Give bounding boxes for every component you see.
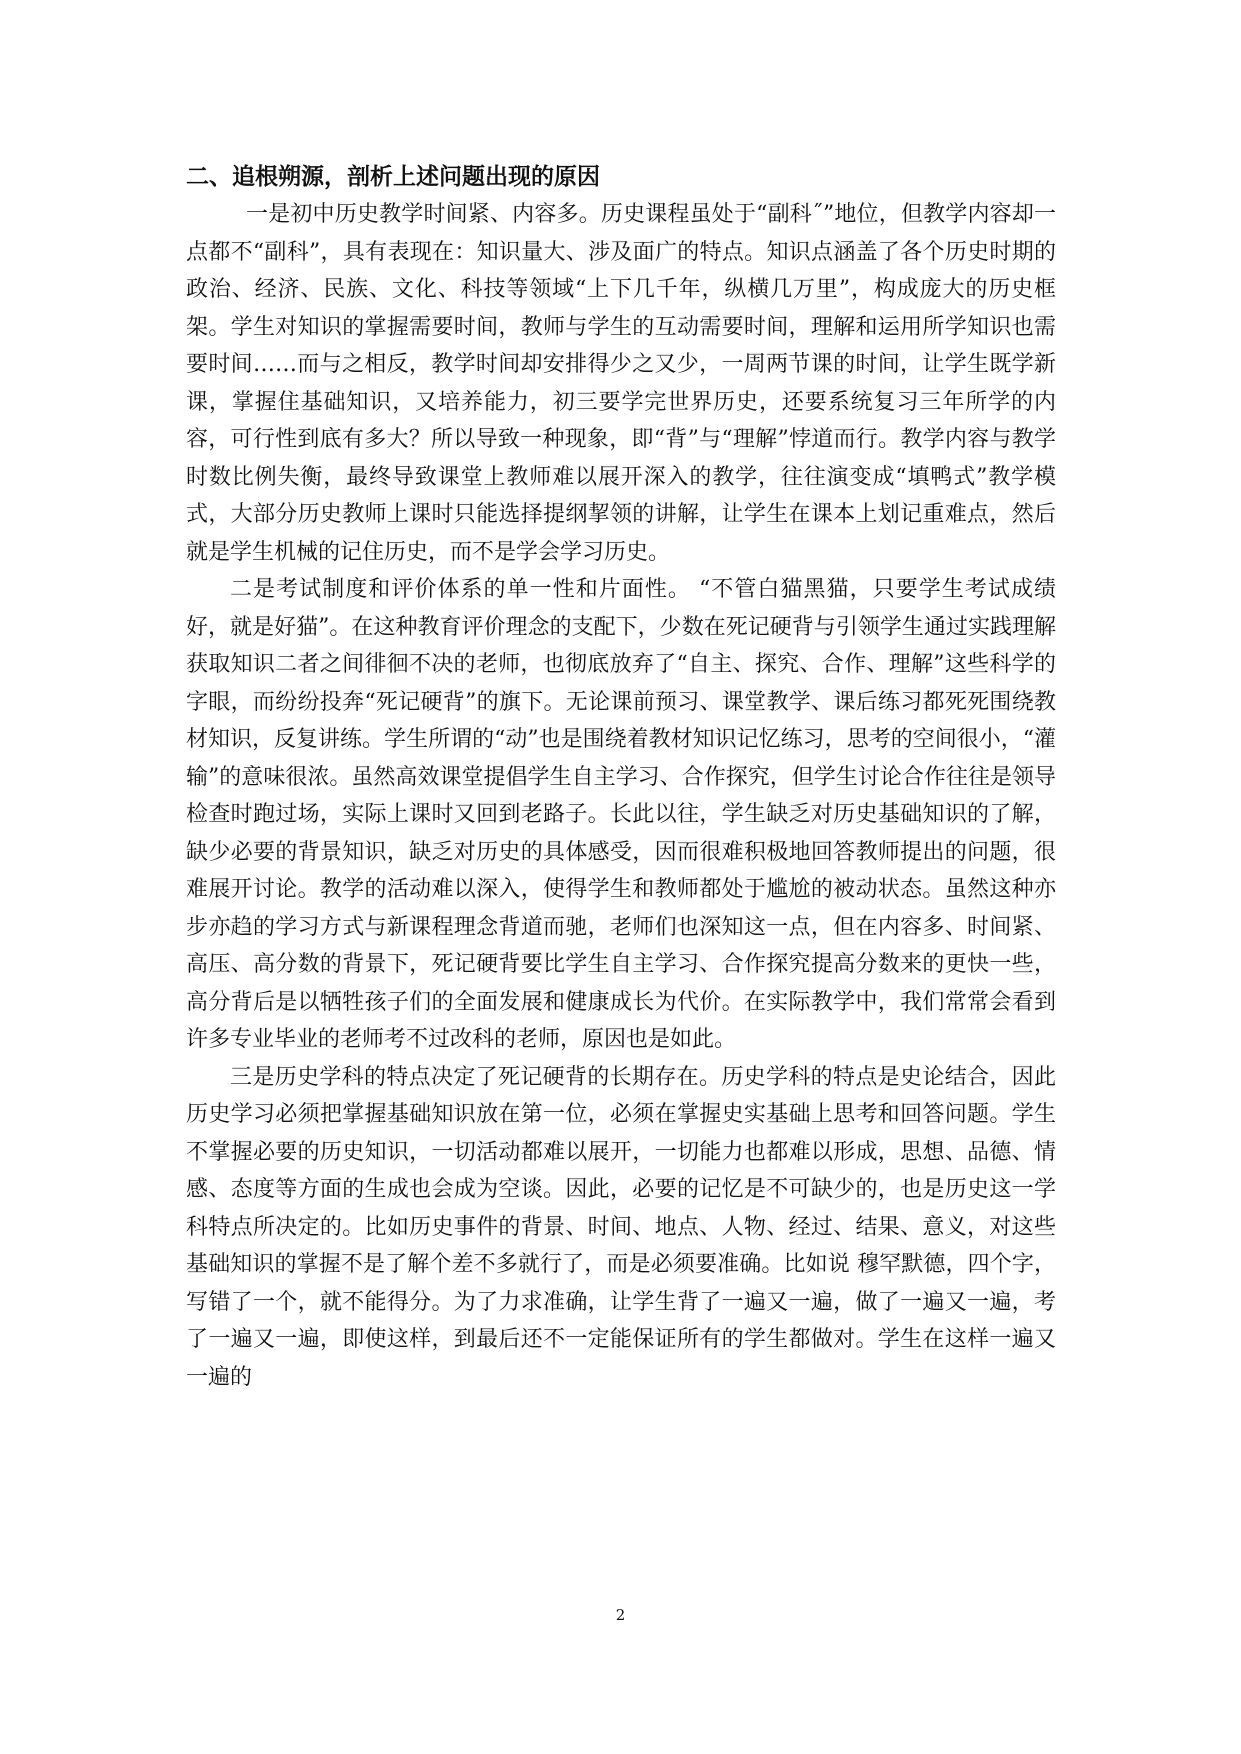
section-heading: 二、追根朔源，剖析上述问题出现的原因 (186, 164, 600, 190)
paragraph-1: 一是初中历史教学时间紧、内容多。历史课程虽处于“副科˝”地位，但教学内容却一点都不“副科”，具有表现在：知识量大、涉及面广的特点。知识点涵盖了各个历史时期的政治、经济、民族、文化、科技等领域“上下几千年，纵横几万里”，构成庞大的历史框架。学生对知识的掌握需要时间，教师与学生的互动需要时间，理解和运用所学知识也需要时间……而与之相反，教学时间却安排得少之又少，一周两节课的时间，让学生既学新课，掌握住基础知识，又培养能力，初三要学完世界历史，还要系统复习三年所学的内容，可行性到底有多大？所以导致一种现象，即“背”与“理解”悖道而行。教学内容与教学时数比例失衡，最终导致课堂上教师难以展开深入的教学，往往演变成“填鸭式”教学模式，大部分历史教师上课时只能选择提纲挈领的讲解，让学生在课本上划记重难点，然后就是学生机械的记住历史，而不是学会学习历史。 (186, 202, 1056, 565)
page-body (186, 158, 1056, 1396)
paragraph-2: 二是考试制度和评价体系的单一性和片面性。 “不管白猫黑猫，只要学生考试成绩好，就是好猫”。在这种教育评价理念的支配下，少数在死记硬背与引领学生通过实践理解获取知识二者之间徘徊不决的老师，也彻底放弃了“自主、探究、合作、理解”这些科学的字眼，而纷纷投奔“死记硬背”的旗下。无论课前预习、课堂教学、课后练习都死死围绕教材知识，反复讲练。学生所谓的“动”也是围绕着教材知识记忆练习，思考的空间很小，“灌输”的意味很浓。虽然高效课堂提倡学生自主学习、合作探究，但学生讨论合作往往是领导检查时跑过场，实际上课时又回到老路子。长此以往，学生缺乏对历史基础知识的了解，缺少必要的背景知识，缺乏对历史的具体感受，因而很难积极地回答教师提出的问题，很难展开讨论。教学的活动难以深入，使得学生和教师都处于尴尬的被动状态。虽然这种亦步亦趋的学习方式与新课程理念背道而驰，老师们也深知这一点，但在内容多、时间紧、高压、高分数的背景下，死记硬背要比学生自主学习、合作探究提高分数来的更快一些，高分背后是以牺牲孩子们的全面发展和健康成长为代价。在实际教学中，我们常常会看到许多专业毕业的老师考不过改科的老师，原因也是如此。 (186, 577, 1056, 1052)
page-number: 2 (615, 1606, 626, 1624)
paragraph-3: 三是历史学科的特点决定了死记硬背的长期存在。历史学科的特点是史论结合，因此历史学习必须把掌握基础知识放在第一位，必须在掌握史实基础上思考和回答问题。学生不掌握必要的历史知识，一切活动都难以展开，一切能力也都难以形成，思想、品德、情感、态度等方面的生成也会成为空谈。因此，必要的记忆是不可缺少的，也是历史这一学科特点所决定的。比如历史事件的背景、时间、地点、人物、经过、结果、意义，对这些基础知识的掌握不是了解个差不多就行了，而是必须要准确。比如说 穆罕默德，四个字，写错了一个，就不能得分。为了力求准确，让学生背了一遍又一遍，做了一遍又一遍，考了一遍又一遍，即使这样，到最后还不一定能保证所有的学生都做对。学生在这样一遍又一遍的 (186, 1064, 1056, 1390)
